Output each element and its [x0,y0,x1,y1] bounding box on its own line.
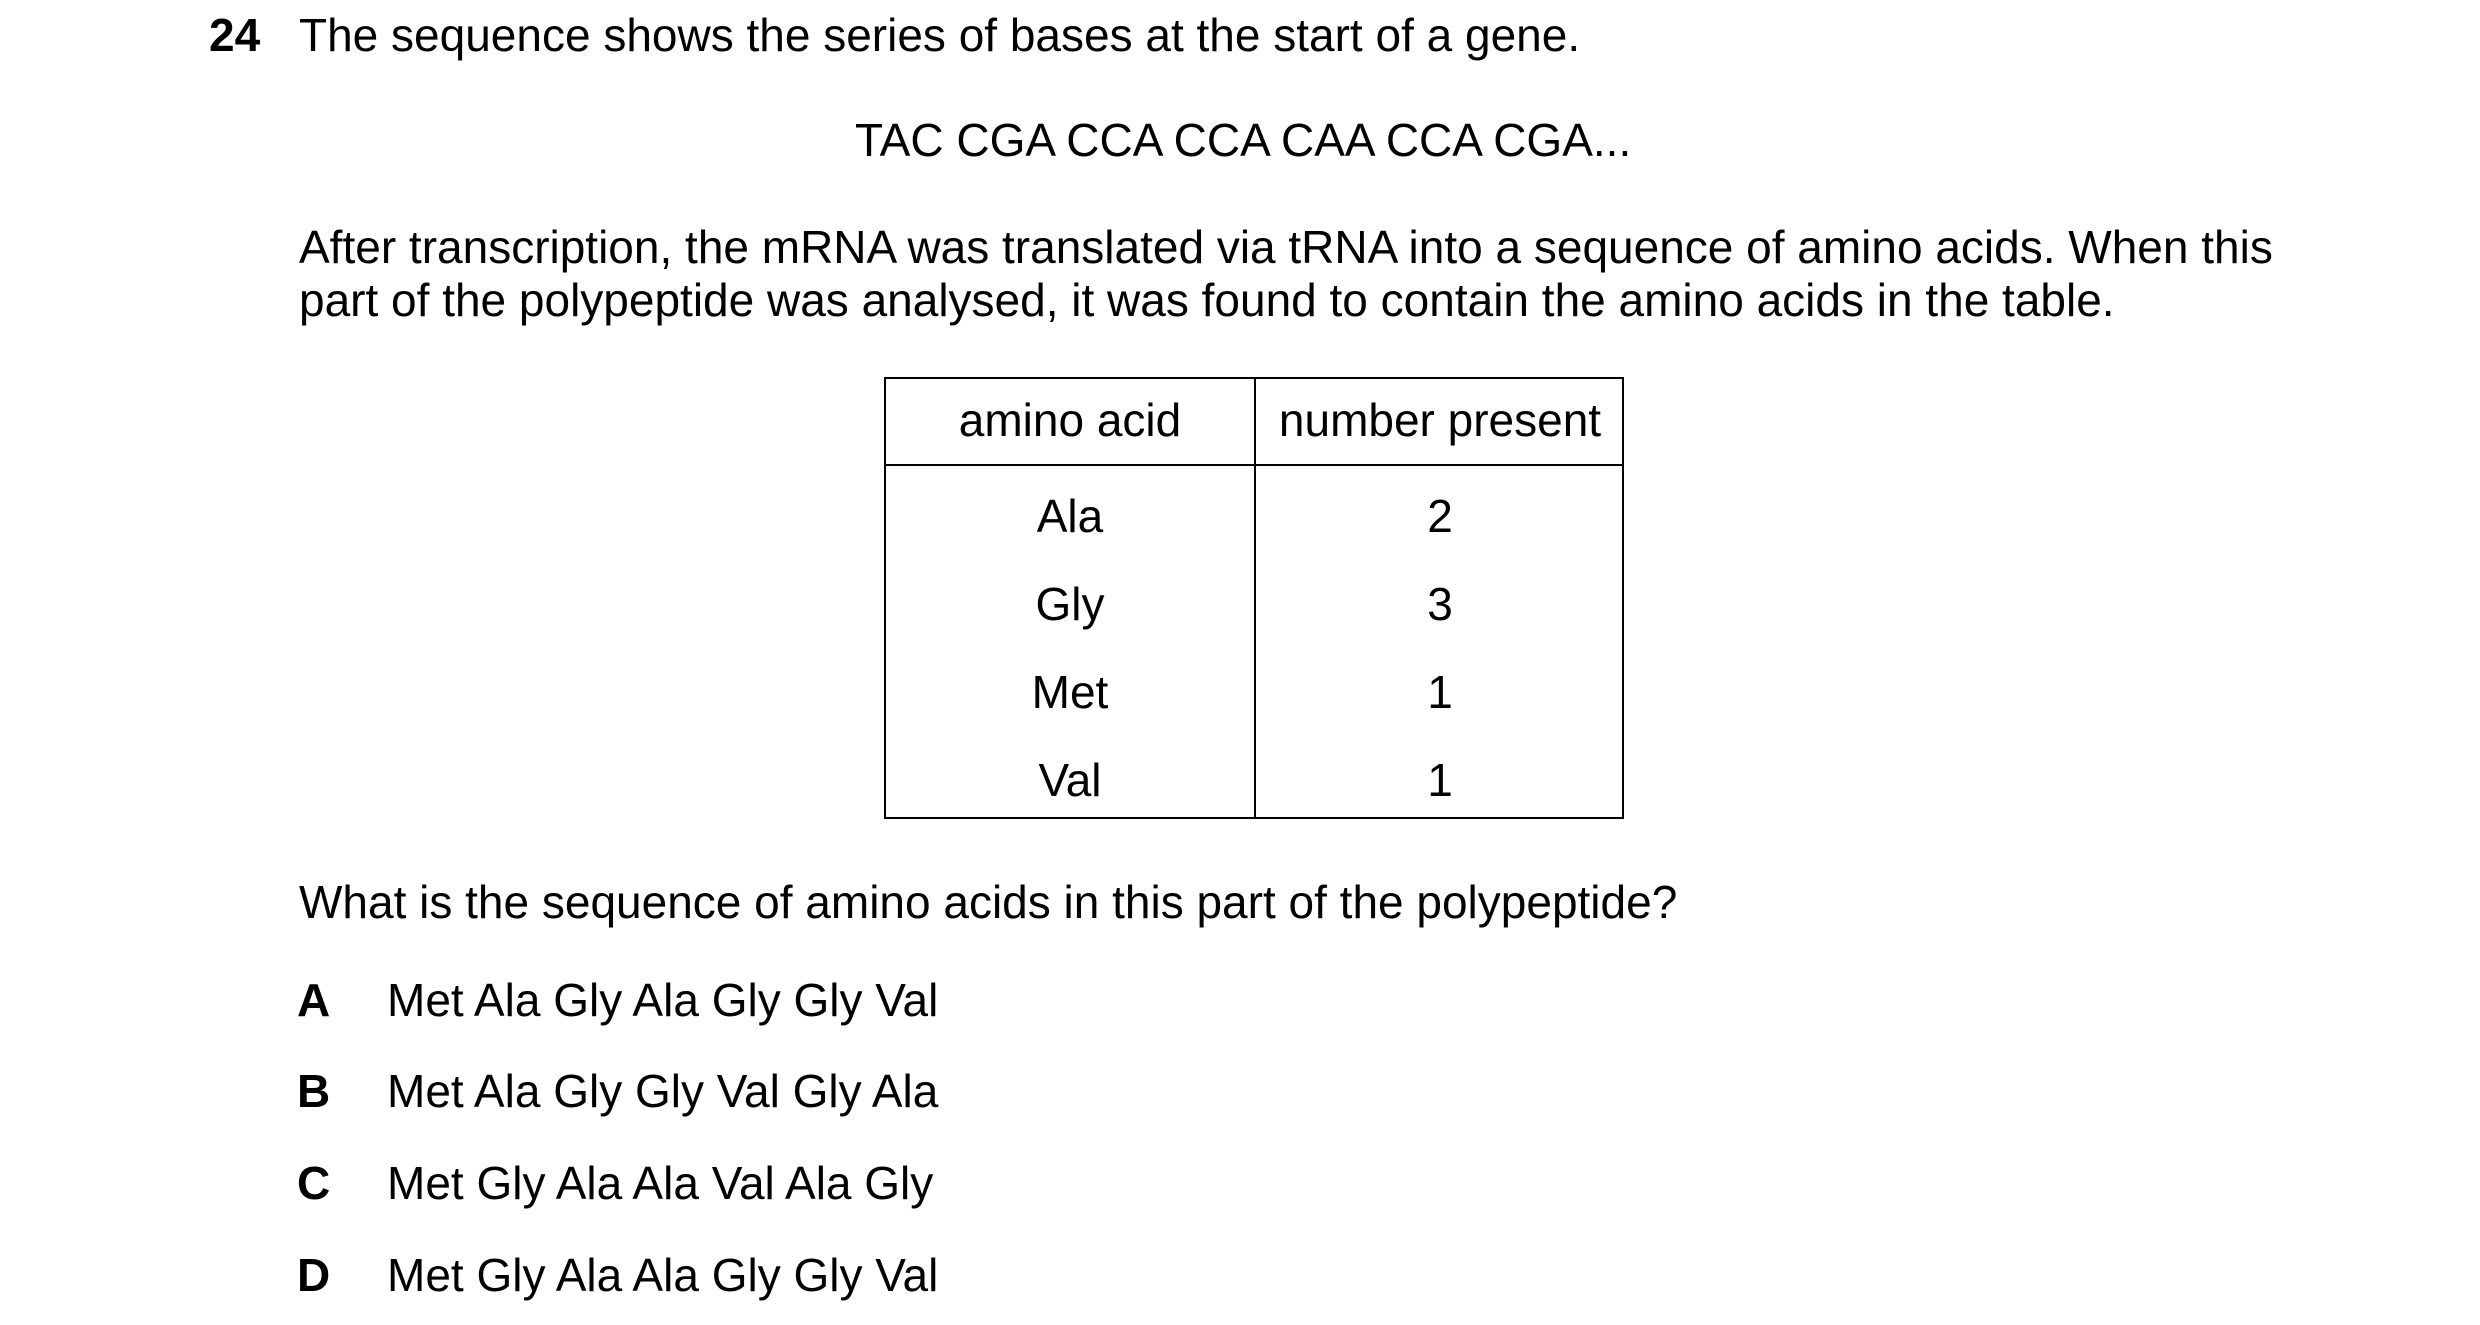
table-header-amino-acid: amino acid [958,394,1182,446]
option-a-text[interactable]: Met Ala Gly Ala Gly Gly Val [387,974,939,1026]
option-b-letter[interactable]: B [297,1065,331,1117]
question-prompt: What is the sequence of amino acids in this part of the polypeptide? [299,876,1678,928]
question-stem: The sequence shows the series of bases at the start of a gene. [299,9,1581,61]
table-cell-amino-acid: Ala [1036,490,1104,542]
table-cell-number: 1 [1427,754,1453,806]
option-c-letter[interactable]: C [297,1157,331,1209]
option-a-letter[interactable]: A [297,974,331,1026]
context-paragraph-line-1: After transcription, the mRNA was translated via tRNA into a sequence of amino acids. When this [299,221,2273,273]
option-d-letter[interactable]: D [297,1249,331,1301]
table-cell-amino-acid: Met [1031,666,1109,718]
option-b-text[interactable]: Met Ala Gly Gly Val Gly Ala [387,1065,939,1117]
table-header-divider [886,464,1622,466]
table-cell-number: 2 [1427,490,1453,542]
option-c-text[interactable]: Met Gly Ala Ala Val Ala Gly [387,1157,934,1209]
base-sequence: TAC CGA CCA CCA CAA CCA CGA... [855,114,1632,166]
table-cell-number: 3 [1427,578,1453,630]
question-number: 24 [209,9,261,61]
context-paragraph-line-2: part of the polypeptide was analysed, it was found to contain the amino acids in the table. [299,274,2115,326]
table-cell-amino-acid: Val [1038,754,1102,806]
table-header-number-present: number present [1278,394,1602,446]
table-cell-number: 1 [1427,666,1453,718]
option-d-text[interactable]: Met Gly Ala Ala Gly Gly Val [387,1249,939,1301]
amino-acid-table [884,377,1624,819]
table-cell-amino-acid: Gly [1035,578,1105,630]
